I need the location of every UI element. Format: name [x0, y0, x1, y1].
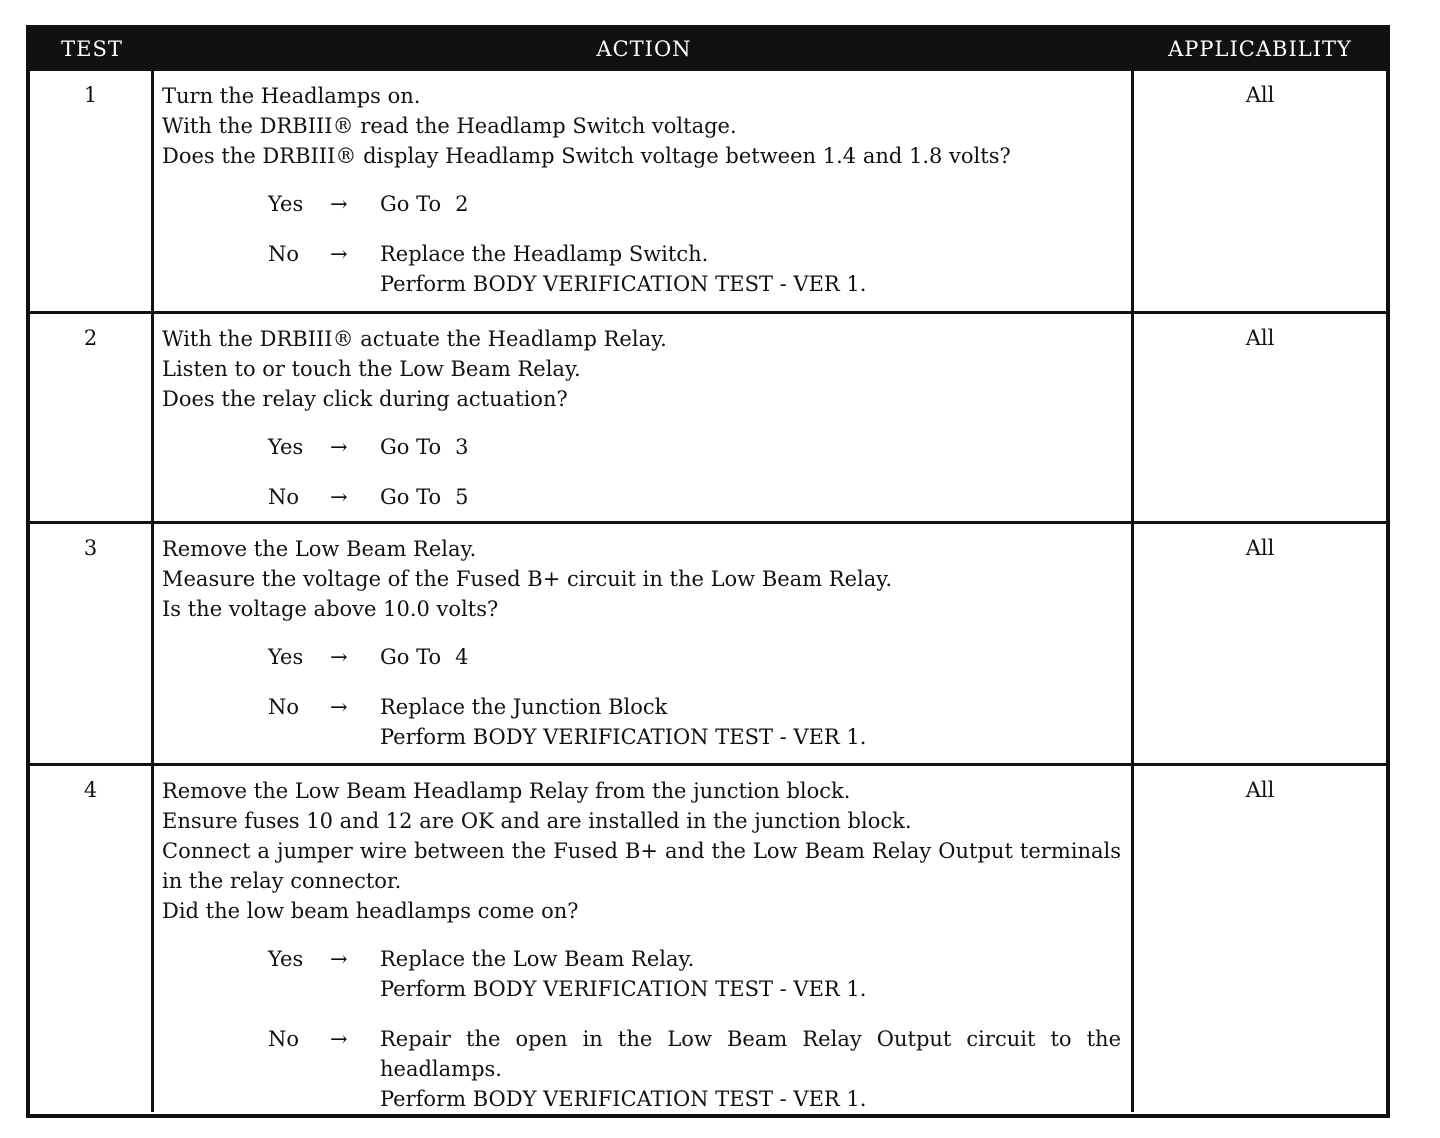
no-branch: [268, 1024, 1121, 1114]
branch-result: [380, 944, 1121, 1004]
header-applicability: APPLICABILITY: [1168, 36, 1352, 61]
branch-result: [380, 432, 1121, 462]
action-line: Remove the Low Beam Relay.: [162, 537, 477, 561]
action-line: With the DRBIII® actuate the Headlamp Relay.: [162, 327, 667, 351]
test-number: 4: [30, 766, 154, 1112]
diagnostic-table: [26, 25, 1390, 1118]
table-row: [30, 311, 1386, 521]
arrow-icon: →: [330, 1027, 348, 1051]
no-branch: [268, 692, 1121, 752]
branch-line: Perform BODY VERIFICATION TEST - VER 1.: [380, 272, 867, 296]
goto-number: 5: [455, 485, 469, 509]
action-line: Does the DRBIII® display Headlamp Switch voltage between 1.4 and 1.8 volts?: [162, 144, 1011, 168]
action-line: Connect a jumper wire between the Fused B+ and the Low Beam Relay Output terminals in the relay connector.: [162, 839, 1121, 893]
test-number: 3: [30, 524, 154, 763]
branch-result: [380, 482, 1121, 512]
header-test: TEST: [61, 36, 123, 61]
action-cell: [154, 314, 1134, 521]
no-label: No: [268, 242, 300, 266]
goto-number: 2: [455, 192, 469, 216]
arrow-icon: →: [330, 947, 348, 971]
goto-label: Go To: [380, 435, 442, 459]
branch-line: Perform BODY VERIFICATION TEST - VER 1.: [380, 1087, 867, 1111]
goto-number: 4: [455, 645, 469, 669]
applicability-value: All: [1245, 536, 1275, 560]
applicability-value: All: [1245, 326, 1275, 350]
arrow-icon: →: [330, 485, 348, 509]
goto-label: Go To: [380, 645, 442, 669]
goto-label: Go To: [380, 192, 442, 216]
branch-result: [380, 1024, 1121, 1114]
applicability-value: All: [1245, 778, 1275, 802]
branches: [268, 944, 1121, 1114]
arrow-icon: →: [330, 435, 348, 459]
branch-line: Repair the open in the Low Beam Relay Output circuit to the headlamps.: [380, 1027, 1121, 1081]
action-line: With the DRBIII® read the Headlamp Switch voltage.: [162, 114, 737, 138]
test-number: 2: [30, 314, 154, 521]
branch-result: [380, 189, 1121, 219]
yes-branch: [268, 642, 1121, 672]
branches: [268, 432, 1121, 512]
no-branch: [268, 482, 1121, 512]
yes-branch: [268, 944, 1121, 1004]
branch-result: [380, 692, 1121, 752]
action-line: Remove the Low Beam Headlamp Relay from the junction block.: [162, 779, 851, 803]
branches: [268, 642, 1121, 752]
branch-line: Perform BODY VERIFICATION TEST - VER 1.: [380, 977, 867, 1001]
arrow-icon: →: [330, 192, 348, 216]
action-line: Measure the voltage of the Fused B+ circuit in the Low Beam Relay.: [162, 567, 893, 591]
goto-label: Go To: [380, 485, 442, 509]
no-label: No: [268, 485, 300, 509]
branch-line: Perform BODY VERIFICATION TEST - VER 1.: [380, 725, 867, 749]
arrow-icon: →: [330, 645, 348, 669]
branch-result: [380, 239, 1121, 299]
table-row: [30, 68, 1386, 311]
table-row: [30, 521, 1386, 763]
action-cell: [154, 524, 1134, 763]
branches: [268, 189, 1121, 299]
action-line: Is the voltage above 10.0 volts?: [162, 597, 499, 621]
yes-label: Yes: [268, 435, 304, 459]
header-action: ACTION: [596, 36, 692, 61]
table-header: [30, 29, 1386, 68]
action-cell: [154, 71, 1134, 311]
no-label: No: [268, 1027, 300, 1051]
goto-number: 3: [455, 435, 469, 459]
yes-branch: [268, 189, 1121, 219]
table-row: [30, 763, 1386, 1112]
applicability-value: All: [1245, 83, 1275, 107]
no-branch: [268, 239, 1121, 299]
branch-line: Replace the Headlamp Switch.: [380, 242, 709, 266]
action-line: Turn the Headlamps on.: [162, 84, 421, 108]
action-line: Does the relay click during actuation?: [162, 387, 568, 411]
action-line: Ensure fuses 10 and 12 are OK and are installed in the junction block.: [162, 809, 912, 833]
yes-label: Yes: [268, 645, 304, 669]
branch-line: Replace the Low Beam Relay.: [380, 947, 695, 971]
branch-line: Replace the Junction Block: [380, 695, 668, 719]
yes-label: Yes: [268, 192, 304, 216]
action-line: Listen to or touch the Low Beam Relay.: [162, 357, 581, 381]
branch-result: [380, 642, 1121, 672]
arrow-icon: →: [330, 695, 348, 719]
yes-branch: [268, 432, 1121, 462]
no-label: No: [268, 695, 300, 719]
yes-label: Yes: [268, 947, 304, 971]
arrow-icon: →: [330, 242, 348, 266]
action-line: Did the low beam headlamps come on?: [162, 899, 579, 923]
test-number: 1: [30, 71, 154, 311]
action-cell: [154, 766, 1134, 1112]
